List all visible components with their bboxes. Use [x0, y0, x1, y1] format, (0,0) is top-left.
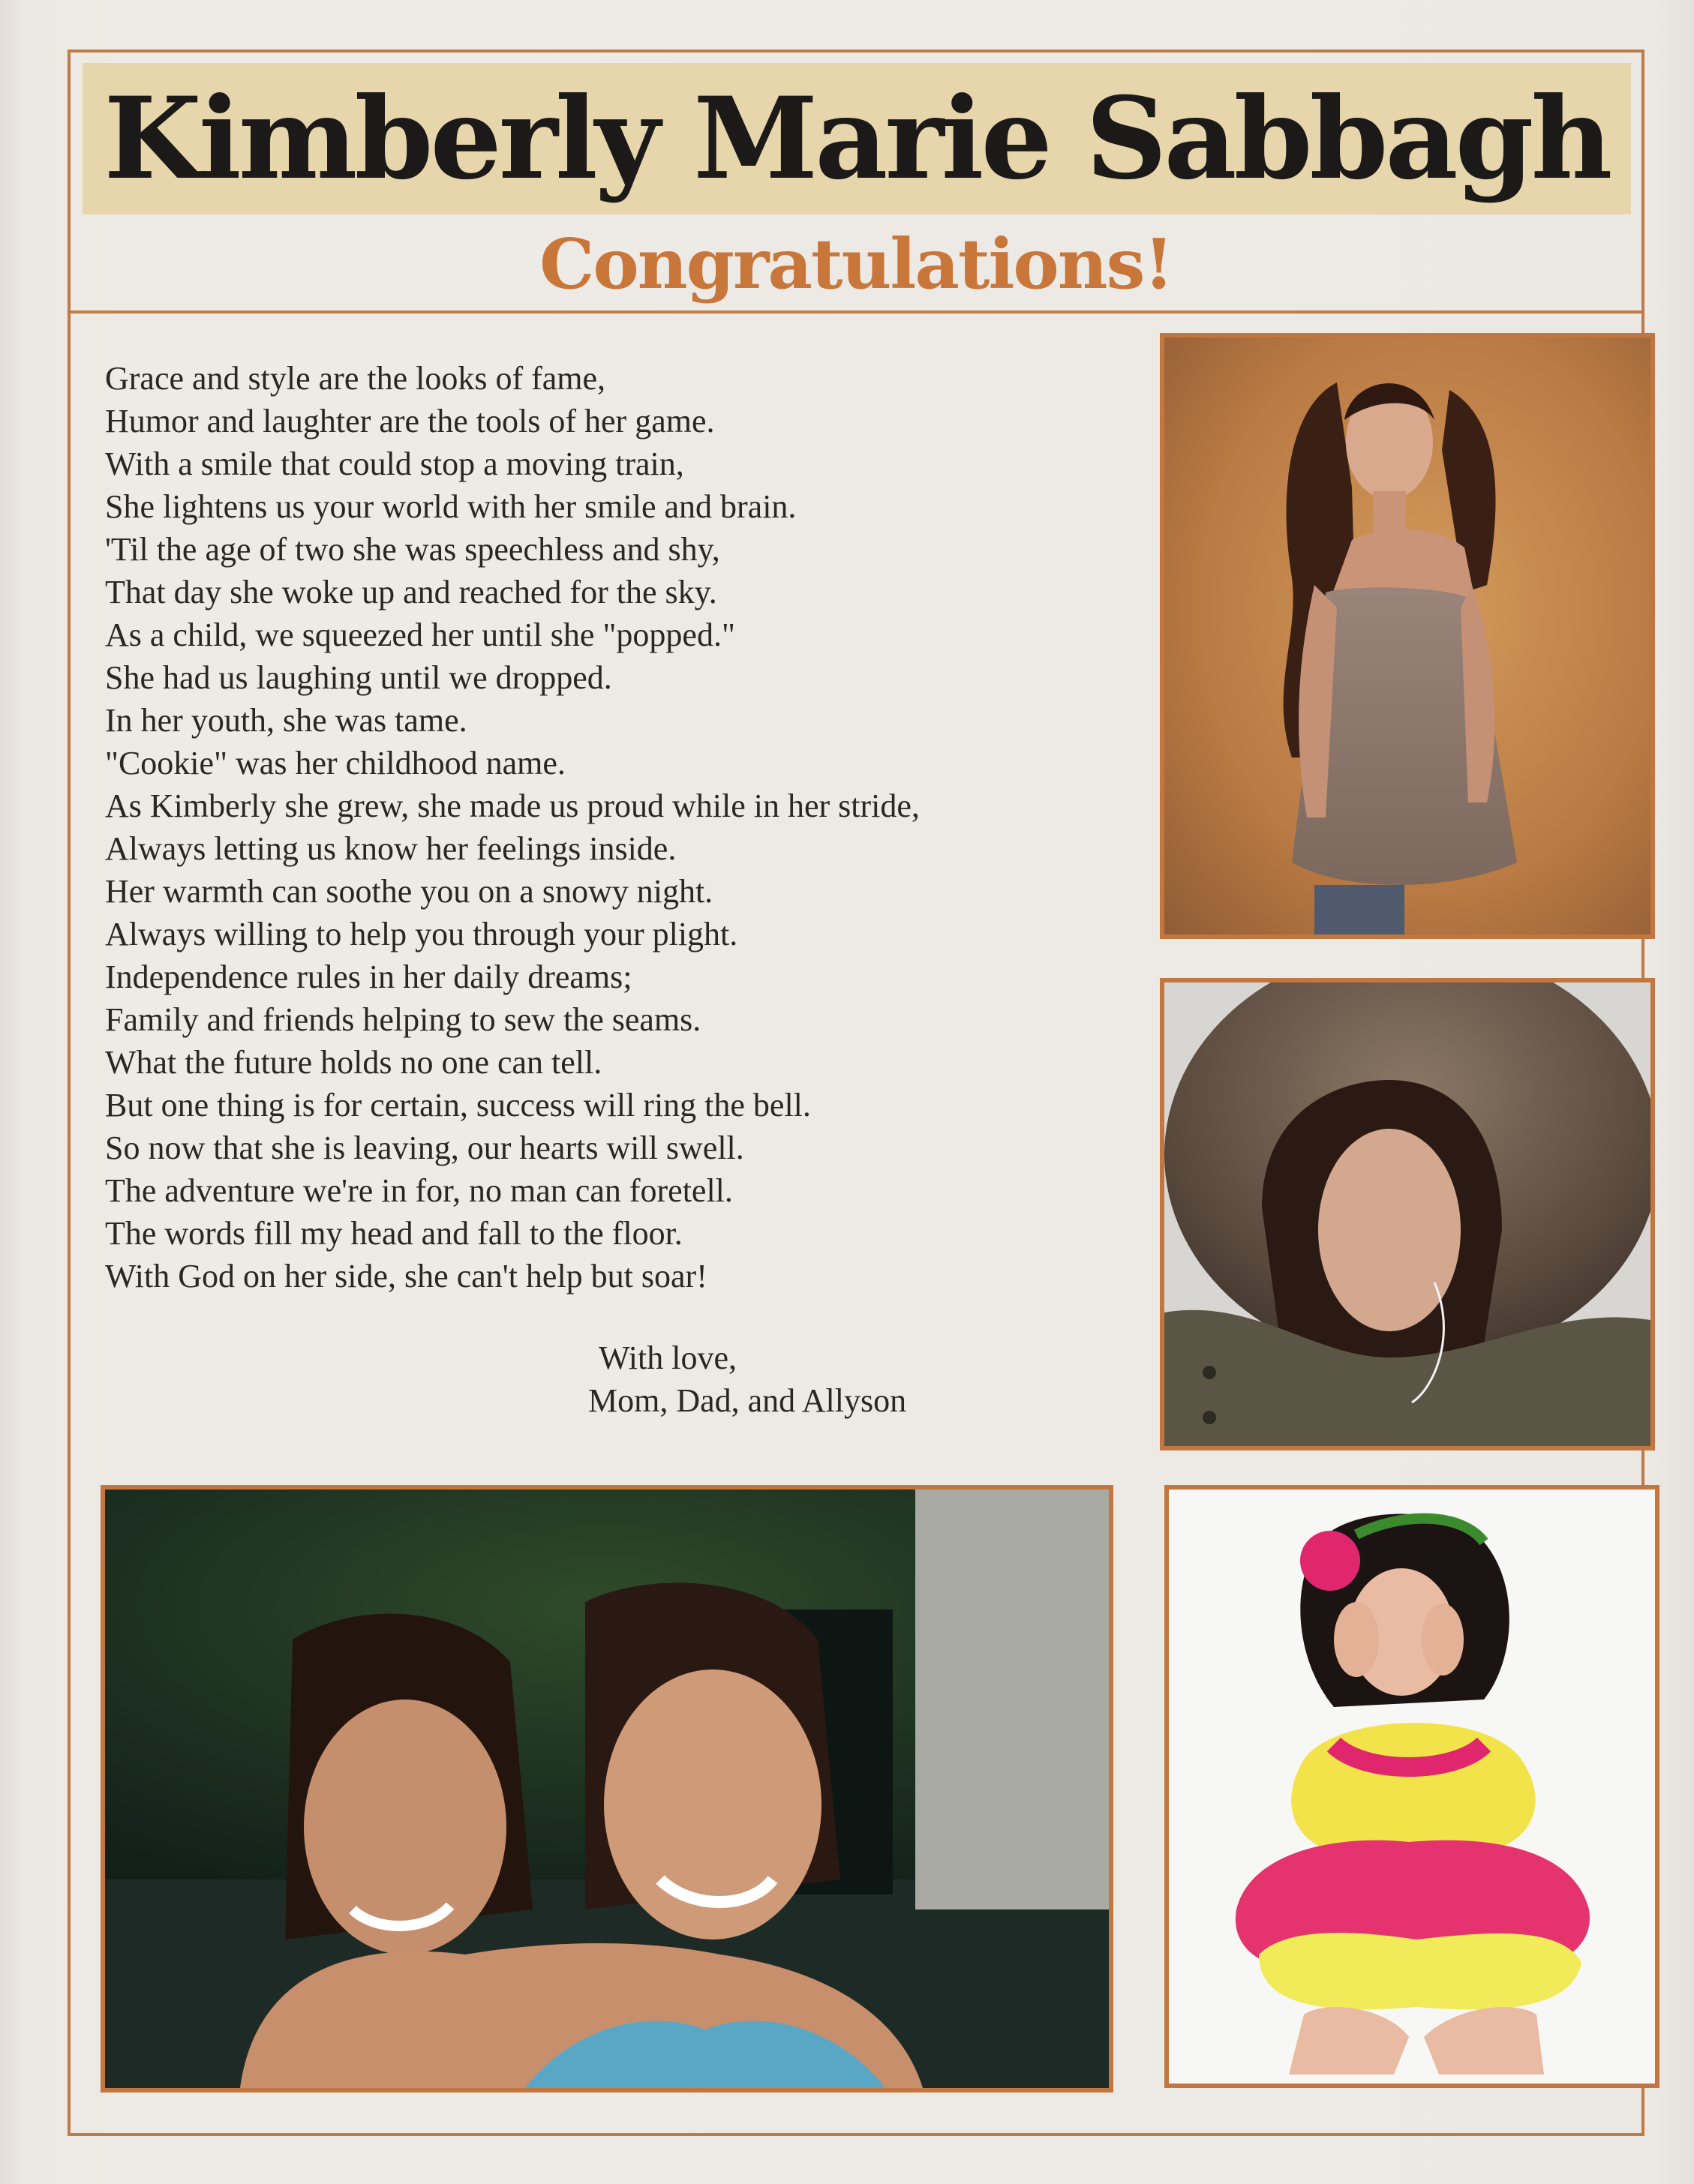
poem-line: Humor and laughter are the tools of her game. — [105, 403, 715, 440]
poem-line: Her warmth can soothe you on a snowy night. — [105, 873, 713, 910]
poem-line: So now that she is leaving, our hearts will swell. — [105, 1130, 744, 1166]
poem-line: As a child, we squeezed her until she "popped." — [105, 616, 735, 653]
poem-line: The adventure we're in for, no man can foretell. — [105, 1172, 733, 1209]
page-title: Kimberly Marie Sabbagh — [104, 73, 1610, 205]
poem-line: With a smile that could stop a moving train, — [105, 446, 684, 482]
poem-line: Always letting us know her feelings inside. — [105, 830, 677, 867]
poem-line: Independence rules in her daily dreams; — [105, 958, 632, 995]
signature-line: Mom, Dad, and Allyson — [588, 1382, 907, 1419]
poem-line: As Kimberly she grew, she made us proud while in her stride, — [105, 788, 920, 824]
hooded-closeup-photo — [1160, 978, 1655, 1450]
poem-line: Family and friends helping to sew the seams. — [105, 1001, 701, 1038]
poem-line: The words fill my head and fall to the floor. — [105, 1215, 683, 1252]
child-dancer-photo — [1164, 1485, 1659, 2088]
friends-photo — [101, 1485, 1113, 2092]
poem — [105, 357, 1155, 1298]
poem-line: What the future holds no one can tell. — [105, 1044, 602, 1081]
poem-line: Grace and style are the looks of fame, — [105, 360, 606, 397]
closing-line: With love, — [599, 1340, 737, 1376]
poem-line: She had us laughing until we dropped. — [105, 659, 612, 696]
poem-line: With God on her side, she can't help but soar! — [105, 1258, 707, 1294]
header-divider — [68, 310, 1644, 314]
poem-line: Always willing to help you through your plight. — [105, 916, 738, 952]
page-subtitle: Congratulations! — [539, 224, 1173, 304]
poem-line: In her youth, she was tame. — [105, 702, 467, 739]
poem-line: 'Til the age of two she was speechless and shy, — [105, 531, 720, 568]
sign-off — [588, 1336, 906, 1422]
poem-line: "Cookie" was her childhood name. — [105, 745, 566, 782]
portrait-photo — [1160, 333, 1655, 939]
poem-line: That day she woke up and reached for the sky. — [105, 574, 717, 610]
poem-line: But one thing is for certain, success will ring the bell. — [105, 1087, 811, 1124]
poem-line: She lightens us your world with her smile and brain. — [105, 488, 797, 525]
